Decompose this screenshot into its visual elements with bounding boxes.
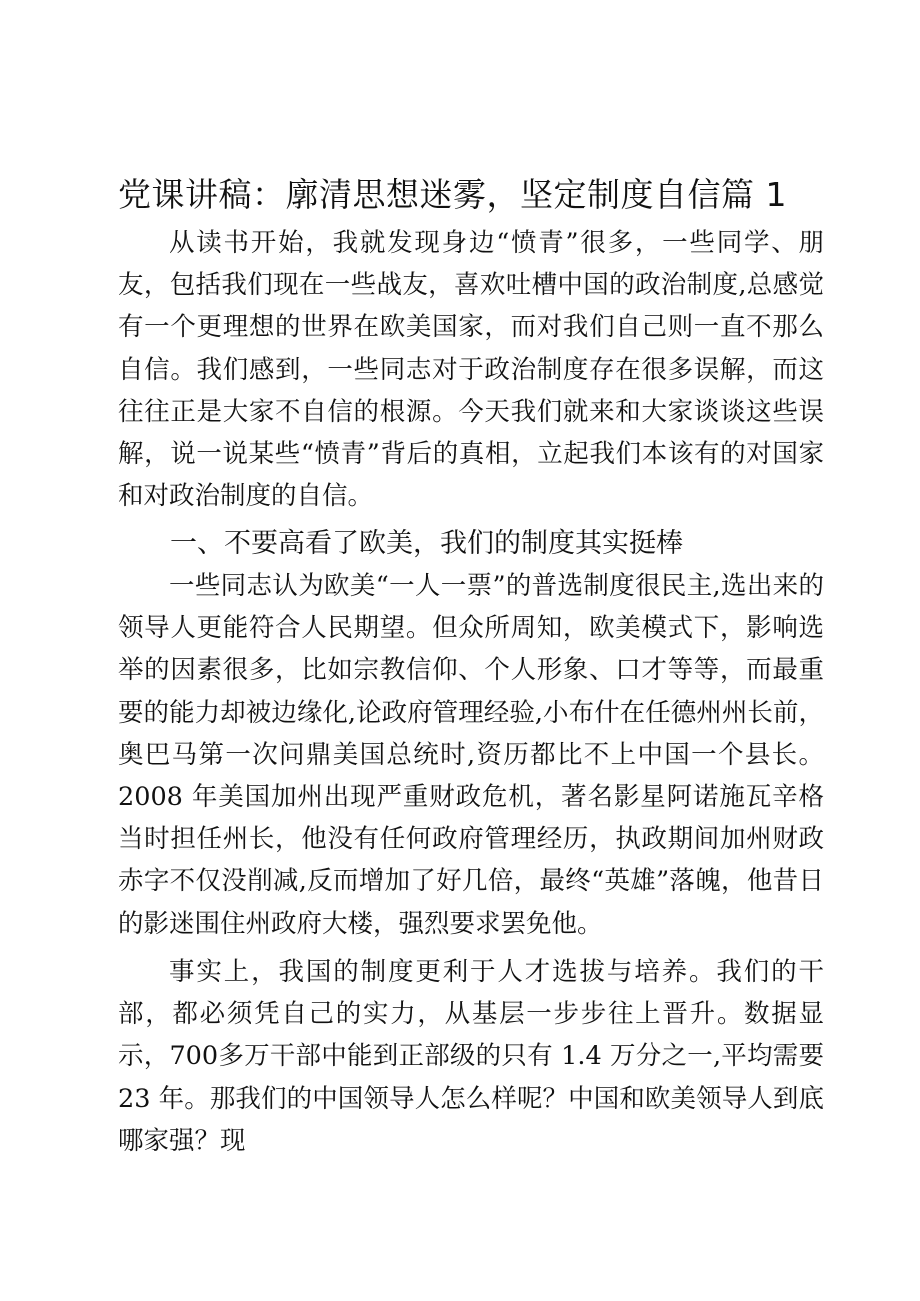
paragraph-intro: 从读书开始，我就发现身边“愤青”很多，一些同学、朋友，包括我们现在一些战友，喜欢吐槽中国的政治制度,总感觉有一个更理想的世界在欧美国家，而对我们自己则一直不那么自信。我们感到，一些同志对于政治制度存在很多误解，而这往往正是大家不自信的根源。今天我们就来和大家谈谈这些误解，说一说某些“愤青”背后的真相，立起我们本该有的对国家和对政治制度的自信。 (118, 228, 824, 512)
paragraph-election: 一些同志认为欧美“一人一票”的普选制度很民主,选出来的领导人更能符合人民期望。但众所周知，欧美模式下，影响选举的因素很多，比如宗教信仰、个人形象、口才等等，而最重要的能力却被边缘化,论政府管理经验,小布什在任德州州长前，奥巴马第一次问鼎美国总统时,资历都比不上中国一个县长。2008 年美国加州出现严重财政危机，著名影星阿诺施瓦辛格当时担任州长，他没有任何政府管理经历，执政期间加州财政赤字不仅没削减,反而增加了好几倍，最终“英雄”落魄，他昔日的影迷围住州政府大楼，强烈要求罢免他。 (118, 571, 824, 939)
paragraph-cadre: 事实上，我国的制度更利于人才选拔与培养。我们的干部，都必须凭自己的实力，从基层一步步往上晋升。数据显示，700多万干部中能到正部级的只有 1.4 万分之一,平均需要 23 年。那我们的中国领导人怎么样呢？中国和欧美领导人到底哪家强？现 (118, 957, 824, 1156)
document-title: 党课讲稿：廓清思想迷雾，坚定制度自信篇 1 (118, 175, 787, 214)
section-heading: 一、不要高看了欧美，我们的制度其实挺棒 (170, 528, 683, 559)
